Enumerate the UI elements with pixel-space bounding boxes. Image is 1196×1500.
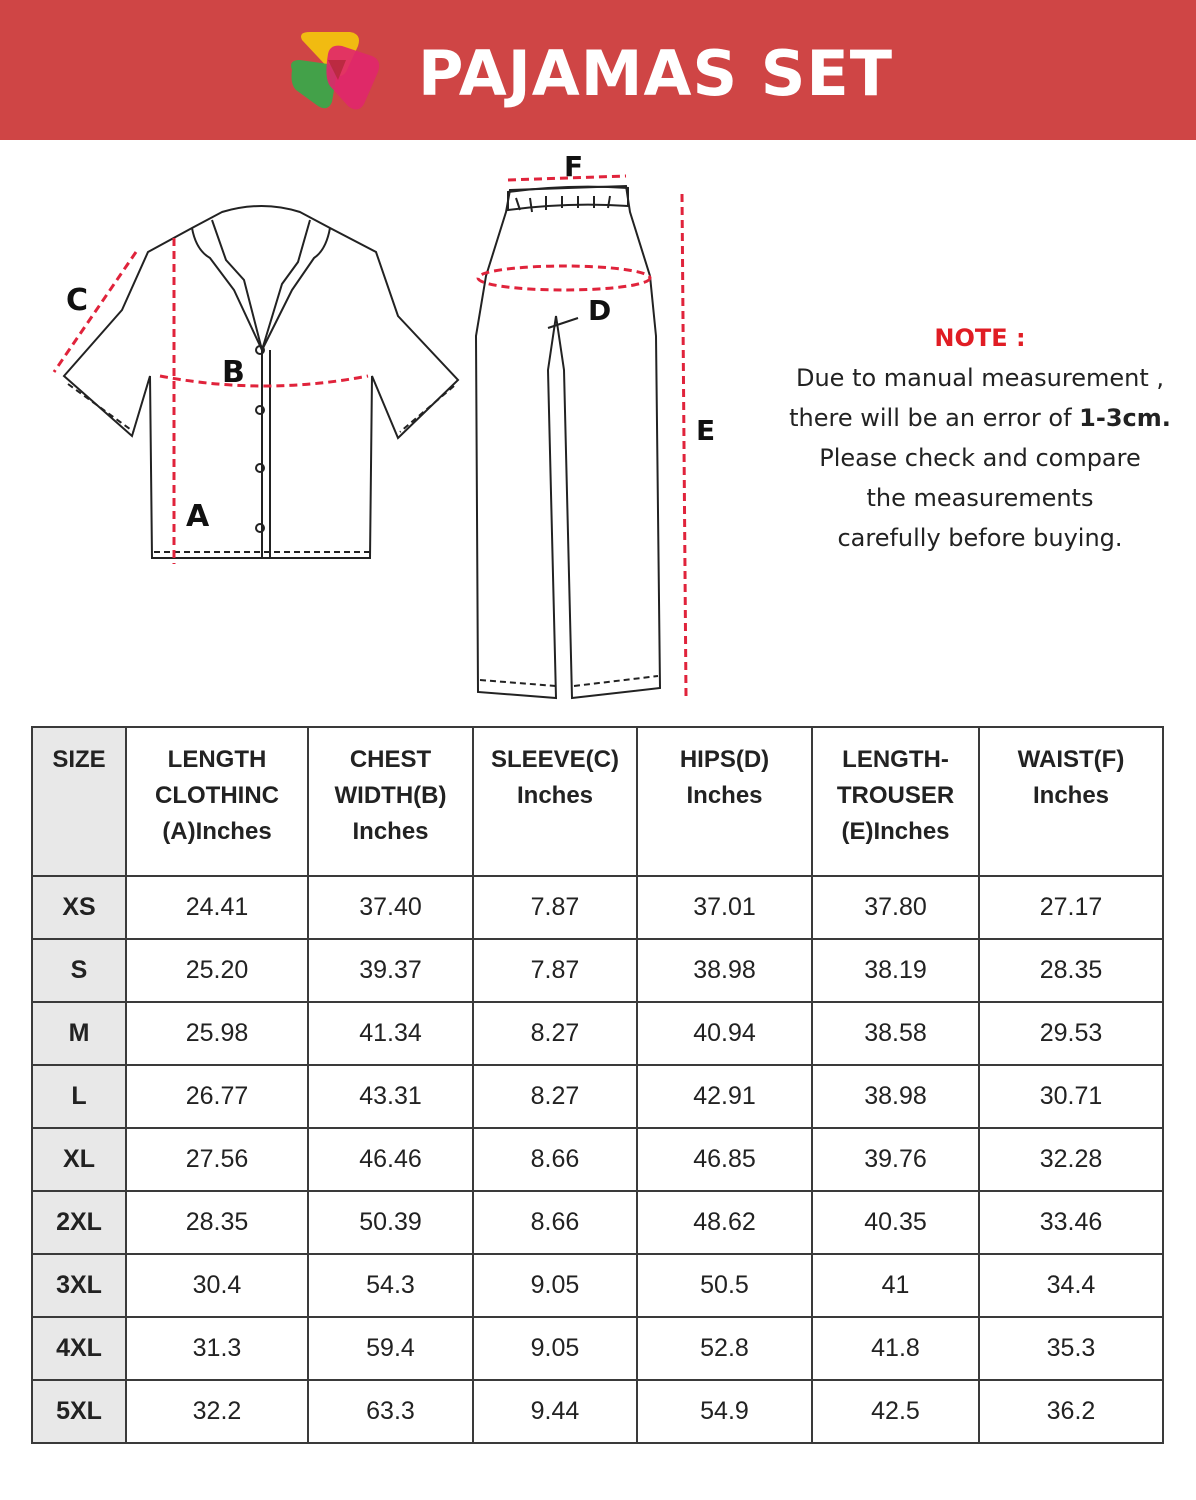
size-cell: L [32, 1065, 126, 1128]
measurement-cell: 30.71 [979, 1065, 1163, 1128]
measurement-cell: 40.94 [637, 1002, 812, 1065]
table-row [32, 1002, 1163, 1065]
column-header [473, 727, 637, 876]
measurement-cell: 39.37 [308, 939, 473, 1002]
header-banner [0, 0, 1196, 140]
table-header-row [32, 727, 1163, 876]
note-error-range: 1-3cm. [1079, 404, 1171, 432]
size-cell: 5XL [32, 1380, 126, 1443]
label-b: B [222, 355, 245, 390]
measurement-cell: 32.28 [979, 1128, 1163, 1191]
table-row [32, 1317, 1163, 1380]
size-chart-table [31, 726, 1164, 1444]
size-cell: S [32, 939, 126, 1002]
measurement-cell: 39.76 [812, 1128, 979, 1191]
pants-diagram [476, 186, 660, 698]
column-header-line: CHEST [349, 746, 432, 773]
measurement-cell: 50.5 [637, 1254, 812, 1317]
measurement-cell: 28.35 [126, 1191, 308, 1254]
measurement-cell: 38.19 [812, 939, 979, 1002]
measurement-cell: 38.98 [637, 939, 812, 1002]
label-e: E [696, 414, 716, 447]
measurement-cell: 25.20 [126, 939, 308, 1002]
measurement-cell: 43.31 [308, 1065, 473, 1128]
measurement-cell: 46.46 [308, 1128, 473, 1191]
note-line-2-text: there will be an error of [789, 404, 1080, 432]
note-line-4: the measurements [866, 484, 1094, 512]
table-row [32, 1254, 1163, 1317]
measurement-cell: 37.80 [812, 876, 979, 939]
measurement-cell: 32.2 [126, 1380, 308, 1443]
measurement-cell: 40.35 [812, 1191, 979, 1254]
column-header-line: HIPS(D) [679, 746, 770, 773]
measurement-cell: 33.46 [979, 1191, 1163, 1254]
measurement-cell: 29.53 [979, 1002, 1163, 1065]
note-heading: NOTE : [934, 324, 1026, 352]
measurement-cell: 27.17 [979, 876, 1163, 939]
measurement-cell: 8.27 [473, 1065, 637, 1128]
column-header [32, 727, 126, 876]
column-header-line: WAIST(F) [1017, 746, 1125, 773]
column-header-line: TROUSER [836, 782, 955, 809]
column-header-line: Inches [516, 782, 594, 809]
measurement-cell: 8.27 [473, 1002, 637, 1065]
measurement-cell: 38.98 [812, 1065, 979, 1128]
page-title: PAJAMAS SET [418, 37, 894, 110]
measurement-cell: 34.4 [979, 1254, 1163, 1317]
table-row [32, 1380, 1163, 1443]
measurement-cell: 7.87 [473, 939, 637, 1002]
measurement-cell: 52.8 [637, 1317, 812, 1380]
measurement-cell: 7.87 [473, 876, 637, 939]
note-block [770, 318, 1190, 558]
measurement-cell: 42.91 [637, 1065, 812, 1128]
measurement-cell: 27.56 [126, 1128, 308, 1191]
note-line-1: Due to manual measurement , [795, 364, 1164, 392]
size-cell: XL [32, 1128, 126, 1191]
shirt-diagram [64, 206, 458, 558]
measurement-cell: 37.01 [637, 876, 812, 939]
size-cell: 2XL [32, 1191, 126, 1254]
column-header-line: Inches [1032, 782, 1110, 809]
column-header-line: LENGTH [167, 746, 267, 773]
size-cell: M [32, 1002, 126, 1065]
table-body [32, 876, 1163, 1443]
note-line-2 [770, 398, 1190, 438]
column-header [308, 727, 473, 876]
note-line-3: Please check and compare [819, 444, 1141, 472]
column-header [979, 727, 1163, 876]
measurement-cell: 35.3 [979, 1317, 1163, 1380]
column-header [126, 727, 308, 876]
measurement-cell: 41 [812, 1254, 979, 1317]
column-header-line: (A)Inches [162, 818, 272, 845]
measurement-cell: 42.5 [812, 1380, 979, 1443]
column-header-line: LENGTH- [842, 746, 949, 773]
measurement-cell: 59.4 [308, 1317, 473, 1380]
label-c: C [66, 283, 89, 318]
column-header-line: CLOTHINC [155, 782, 279, 809]
column-header [812, 727, 979, 876]
measurement-cell: 9.05 [473, 1317, 637, 1380]
column-header-line: Inches [352, 818, 429, 845]
brand-logo [288, 30, 384, 114]
measurement-cell: 41.8 [812, 1317, 979, 1380]
measurement-cell: 28.35 [979, 939, 1163, 1002]
measurement-cell: 9.44 [473, 1380, 637, 1443]
measurement-cell: 26.77 [126, 1065, 308, 1128]
measurement-cell: 46.85 [637, 1128, 812, 1191]
note-line-5: carefully before buying. [837, 524, 1123, 552]
table-row [32, 1191, 1163, 1254]
table-row [32, 939, 1163, 1002]
measurement-cell: 41.34 [308, 1002, 473, 1065]
measurement-cell: 54.9 [637, 1380, 812, 1443]
measurement-cell: 30.4 [126, 1254, 308, 1317]
label-f: F [564, 150, 584, 183]
measurement-cell: 63.3 [308, 1380, 473, 1443]
size-cell: XS [32, 876, 126, 939]
measurement-cell: 25.98 [126, 1002, 308, 1065]
column-header-line: SLEEVE(C) [490, 746, 619, 773]
column-header-line: Inches [686, 782, 763, 809]
table-row [32, 876, 1163, 939]
column-header-line: WIDTH(B) [334, 782, 447, 809]
table-row [32, 1065, 1163, 1128]
label-a: A [186, 499, 210, 534]
measurement-cell: 8.66 [473, 1191, 637, 1254]
measurement-cell: 37.40 [308, 876, 473, 939]
label-d: D [588, 294, 612, 327]
size-cell: 3XL [32, 1254, 126, 1317]
measurement-cell: 36.2 [979, 1380, 1163, 1443]
measurement-cell: 24.41 [126, 876, 308, 939]
measurement-cell: 8.66 [473, 1128, 637, 1191]
measurement-cell: 31.3 [126, 1317, 308, 1380]
measurement-cell: 48.62 [637, 1191, 812, 1254]
column-header [637, 727, 812, 876]
measurement-cell: 38.58 [812, 1002, 979, 1065]
measurement-cell: 50.39 [308, 1191, 473, 1254]
size-cell: 4XL [32, 1317, 126, 1380]
measurement-cell: 54.3 [308, 1254, 473, 1317]
column-header-line: (E)Inches [841, 818, 950, 845]
measurement-cell: 9.05 [473, 1254, 637, 1317]
column-header-line: SIZE [52, 746, 106, 773]
table-row [32, 1128, 1163, 1191]
